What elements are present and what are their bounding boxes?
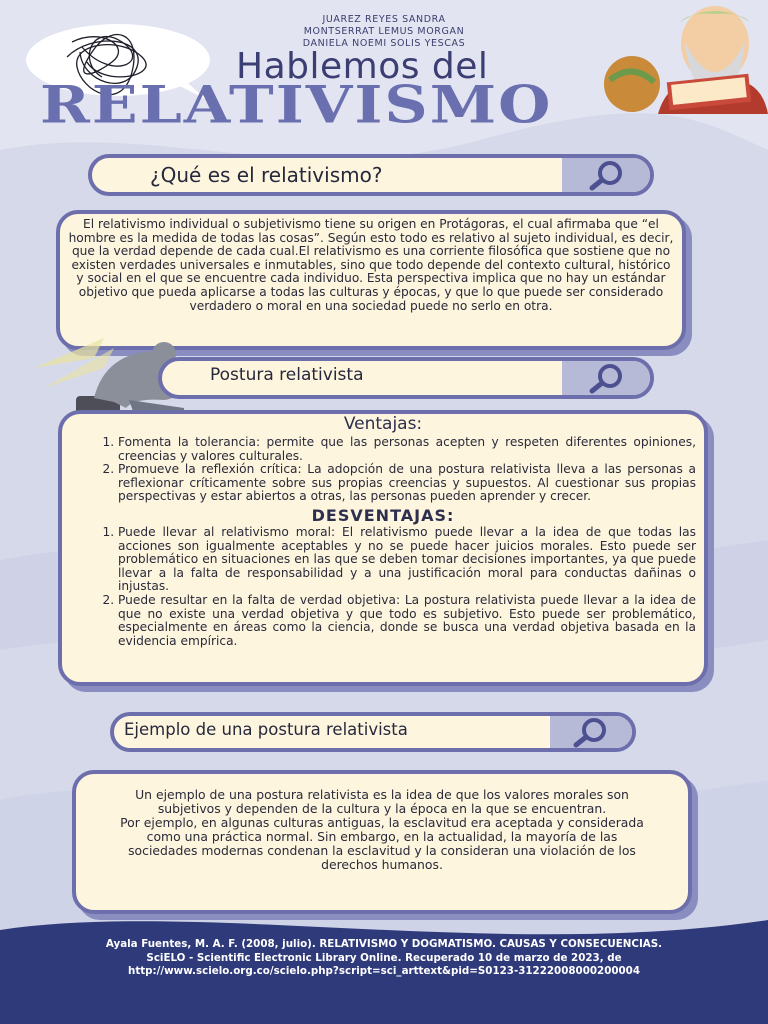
- ventajas-heading: Ventajas:: [343, 414, 423, 434]
- ventajas-list: [70, 436, 696, 504]
- section-title-what-is: ¿Qué es el relativismo?: [150, 163, 383, 187]
- search-icon: [562, 158, 650, 192]
- page-title: RELATIVISMO: [40, 75, 553, 136]
- reference-link[interactable]: http://www.scielo.org.co/scielo.php?script=sci_arttext&pid=S0123-31222008000200004: [127, 965, 641, 977]
- example-paragraph-1: Un ejemplo de una postura relativista es la idea de que los valores morales son subjetivos y dependen de la cultura y la época en la que se encuentran.: [135, 787, 629, 816]
- list-item: 1. Puede llevar al relativismo moral: El relativismo puede llevar a la idea de que todas las acciones son igualmente aceptables y no se puede hacer juicios morales. Esto puede ser problemático en situaciones en las que se deben tomar decisiones importantes, ya que puede llevar a la falta de responsabilidad y a una justificación moral para conductas dañinas o injustas.: [118, 526, 696, 594]
- reference-line-1: Ayala Fuentes, M. A. F. (2008, julio). RELATIVISMO Y DOGMATISMO. CAUSAS Y CONSECUENCIAS.: [105, 938, 663, 950]
- list-item: 2. Puede resultar en la falta de verdad objetiva: La postura relativista puede llevar a la idea de que no existe una verdad objetiva y que todo es subjetivo. Esto puede ser problemático, especialmente en áreas como la ciencia, donde se busca una verdad objetiva basada en la evidencia empírica.: [118, 594, 696, 648]
- example-card: [72, 770, 692, 914]
- desventajas-list: [70, 526, 696, 648]
- philosopher-illustration-icon: [580, 2, 768, 114]
- list-item: 2. Promueve la reflexión crítica: La adopción de una postura relativista lleva a las personas a reflexionar críticamente sobre sus propias creencias y supuestos. Al cuestionar sus propias perspectivas y estar abiertos a otras, las personas pueden aprender y crecer.: [118, 463, 696, 504]
- reference-citation: [0, 938, 768, 979]
- search-button[interactable]: [550, 716, 632, 748]
- list-item: 1. Fomenta la tolerancia: permite que las personas acepten y respeten diferentes opiniones, creencias y valores culturales.: [118, 436, 696, 463]
- desventajas-heading: DESVENTAJAS:: [311, 505, 455, 525]
- section-header-postura: [158, 357, 654, 399]
- reference-line-2: SciELO - Scientific Electronic Library Online. Recuperado 10 de marzo de 2023, de: [146, 951, 622, 964]
- definition-card: [56, 210, 686, 350]
- search-button[interactable]: [562, 158, 650, 192]
- subtitle: Hablemos del: [236, 46, 489, 87]
- section-header-what-is: [88, 154, 654, 196]
- author-3: DANIELA NOEMI SOLIS YESCAS: [302, 38, 466, 49]
- section-title-ejemplo: Ejemplo de una postura relativista: [124, 720, 408, 739]
- pros-cons-card: [58, 410, 708, 686]
- definition-text: El relativismo individual o subjetivismo tiene su origen en Protágoras, el cual afirmaba que “el hombre es la medida de todas las cosas”. Según esto todo es relativo al sujeto individual, es decir, que la verdad depende de cada cual.El relativismo es una corriente filosófica que sostiene que no existen verdades universales e inmutables, sino que todo depende del contexto cultural, histórico y social en el que se encuentre cada individuo. Esta perspectiva implica que no hay un estándar objetivo que pueda aplicarse a todas las culturas y épocas, y que lo que puede ser considerado verdadero o moral en una sociedad puede no serlo en otra.: [68, 217, 674, 313]
- author-2: MONTSERRAT LEMUS MORGAN: [303, 26, 465, 37]
- example-paragraph-2: Por ejemplo, en algunas culturas antiguas, la esclavitud era aceptada y considerada como una práctica normal. Sin embargo, en la actualidad, la mayoría de las sociedades modernas condenan la esclavitud y la consideran una violación de los derechos humanos.: [120, 815, 644, 872]
- section-title-postura: Postura relativista: [210, 365, 364, 385]
- author-1: JUAREZ REYES SANDRA: [322, 14, 446, 25]
- search-icon: [562, 361, 650, 395]
- search-icon: [550, 716, 632, 748]
- search-button[interactable]: [562, 361, 650, 395]
- section-header-ejemplo: [110, 712, 636, 752]
